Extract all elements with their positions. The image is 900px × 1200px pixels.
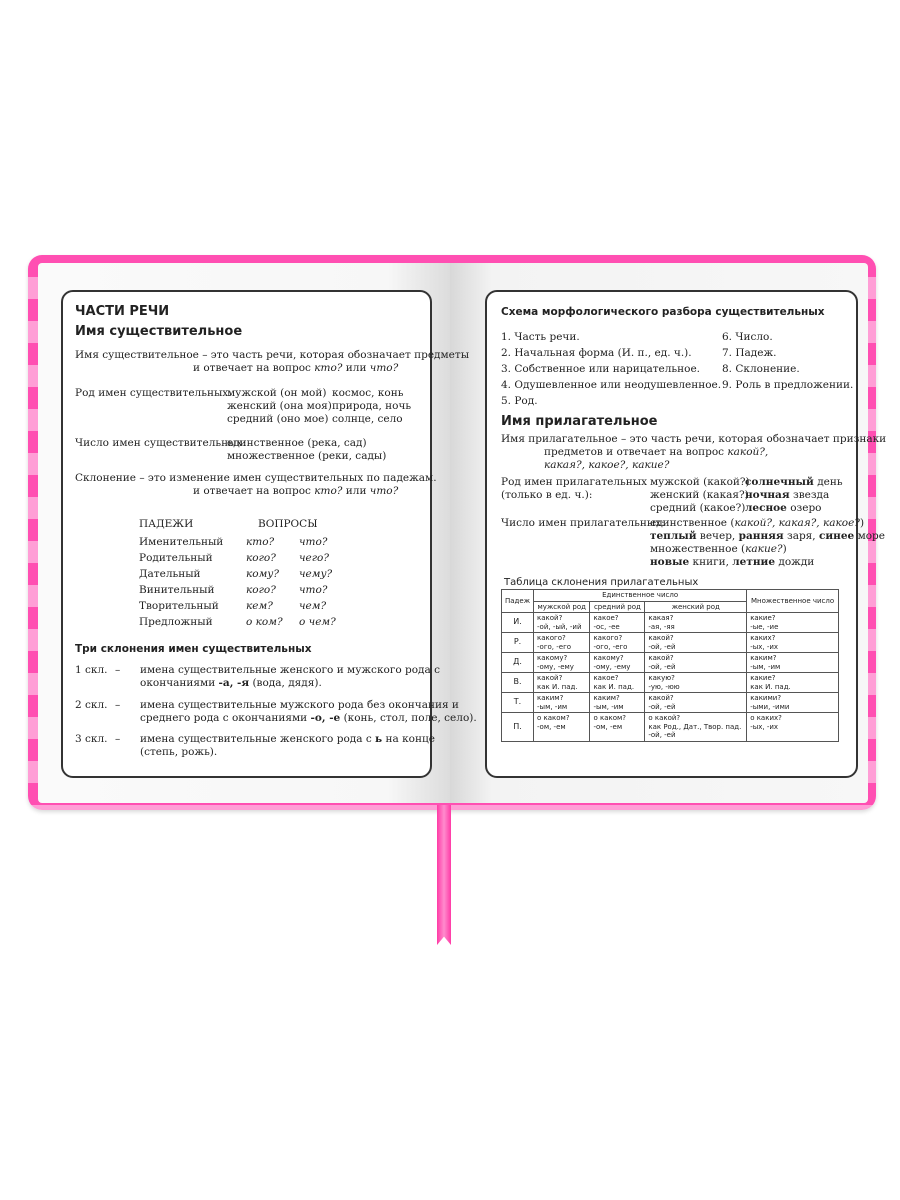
cell-question: какая? bbox=[648, 614, 674, 622]
gender-example-0: космос, конь bbox=[332, 387, 404, 399]
adj-number-singular: единственное (какой?, какая?, какое?) bbox=[650, 517, 865, 529]
decl-2-line2: среднего рода с окончаниями -о, -е (конь, стол, поле, село). bbox=[140, 712, 477, 724]
decl-1-line2: окончаниями -а, -я (вода, дядя). bbox=[140, 677, 322, 689]
decl-2-line1: имена существительные мужского рода без окончания и bbox=[140, 699, 459, 711]
cell-ending: -ых, -их bbox=[750, 642, 779, 651]
table-cell bbox=[645, 713, 747, 742]
adjective-definition-line2: предметов и отвечает на вопрос какой?, bbox=[544, 446, 769, 458]
number-singular: единственное (река, сад) bbox=[227, 437, 367, 449]
table-cell bbox=[747, 633, 839, 653]
adj-gender-kind-2: средний (какое?) bbox=[650, 502, 746, 514]
case-question-what: что? bbox=[299, 536, 328, 548]
cell-ending: -ому, -ему bbox=[537, 662, 574, 671]
table-header-row bbox=[502, 590, 839, 602]
number-plural: множественное (реки, сады) bbox=[227, 450, 387, 462]
cell-question: о каком? bbox=[537, 714, 570, 722]
table-cell bbox=[590, 653, 645, 673]
cell-question: какими? bbox=[750, 694, 782, 702]
table-cell-case: Д. bbox=[502, 653, 534, 673]
table-cell bbox=[645, 613, 747, 633]
adj-gender-kind-0: мужской (какой?) bbox=[650, 476, 750, 488]
adjective-definition-line1: Имя прилагательное – это часть речи, которая обозначает признаки bbox=[501, 433, 887, 445]
gender-kind-0: мужской (он мой) bbox=[227, 387, 327, 399]
adj-gender-label-1: Род имен прилагательных bbox=[501, 476, 648, 488]
cell-ending: -ой, -ей bbox=[648, 642, 676, 651]
gender-kind-2: средний (оно мое) bbox=[227, 413, 329, 425]
table-cell-case: И. bbox=[502, 613, 534, 633]
case-question-what: о чем? bbox=[299, 616, 336, 628]
cell-ending: -ом, -ем bbox=[593, 722, 623, 731]
decl-3-dash: – bbox=[115, 733, 121, 745]
decl-2-number: 2 скл. bbox=[75, 699, 108, 711]
cell-question: какое? bbox=[593, 614, 619, 622]
case-question-what: чему? bbox=[299, 568, 333, 580]
header-feminine: женский род bbox=[645, 601, 747, 613]
table-cell-case: В. bbox=[502, 673, 534, 693]
decl-1-number: 1 скл. bbox=[75, 664, 108, 676]
cell-ending: -ом, -ем bbox=[537, 722, 566, 731]
table-row bbox=[502, 673, 839, 693]
cell-ending: -ых, -их bbox=[750, 722, 779, 731]
table-cell bbox=[534, 673, 590, 693]
table-cell bbox=[747, 693, 839, 713]
case-name: Винительный bbox=[139, 584, 215, 596]
table-cell bbox=[590, 693, 645, 713]
case-question-who: кем? bbox=[246, 600, 273, 612]
table-cell bbox=[590, 673, 645, 693]
decl-3-line1: имена существительные женского рода с ь на конце bbox=[140, 733, 435, 745]
cell-ending: -ой, -ей bbox=[648, 731, 676, 739]
table-row bbox=[502, 653, 839, 673]
declension-definition-line1: Склонение – это изменение имен существительных по падежам. bbox=[75, 472, 437, 484]
scheme-item: 1. Часть речи. bbox=[501, 331, 580, 343]
cell-question: какой? bbox=[648, 634, 674, 642]
cell-ending: -ой, -ый, -ий bbox=[537, 622, 582, 631]
scheme-item: 2. Начальная форма (И. п., ед. ч.). bbox=[501, 347, 692, 359]
case-question-what: чем? bbox=[299, 600, 327, 612]
gender-kind-1: женский (она моя) bbox=[227, 400, 332, 412]
decl-1-dash: – bbox=[115, 664, 121, 676]
scheme-item: 8. Склонение. bbox=[722, 363, 800, 375]
cell-ending: -ос, -ее bbox=[593, 622, 620, 631]
adj-gender-example-0: солнечный день bbox=[745, 476, 843, 488]
cell-question: о каких? bbox=[750, 714, 782, 722]
table-cell bbox=[590, 713, 645, 742]
decl-2-dash: – bbox=[115, 699, 121, 711]
table-cell-case: Р. bbox=[502, 633, 534, 653]
decl-1-line1: имена существительные женского и мужского рода с bbox=[140, 664, 440, 676]
cell-question: каким? bbox=[593, 694, 620, 702]
adj-number-label: Число имен прилагательных: bbox=[501, 517, 665, 529]
table-cell-case: П. bbox=[502, 713, 534, 742]
cell-ending: как Род., Дат., Твор. пад. bbox=[648, 722, 742, 731]
case-name: Предложный bbox=[139, 616, 213, 628]
case-question-who: кто? bbox=[246, 536, 275, 548]
case-name: Творительный bbox=[139, 600, 219, 612]
noun-definition-line2: и отвечает на вопрос кто? или что? bbox=[193, 362, 399, 374]
cell-question: какой? bbox=[537, 614, 563, 622]
cell-ending: как И. пад. bbox=[537, 682, 578, 691]
cell-ending: -ая, -яя bbox=[648, 622, 675, 631]
table-cell bbox=[645, 633, 747, 653]
scheme-item: 9. Роль в предложении. bbox=[722, 379, 854, 391]
header-neuter: средний род bbox=[590, 601, 645, 613]
adjective-definition-line3: какая?, какое?, какие? bbox=[544, 459, 670, 471]
case-question-who: о ком? bbox=[246, 616, 283, 628]
adj-number-singular-examples: теплый вечер, ранняя заря, синее море bbox=[650, 530, 885, 542]
cell-ending: -ого, -его bbox=[593, 642, 628, 651]
adjective-title: Имя прилагательное bbox=[501, 414, 658, 429]
questions-header: ВОПРОСЫ bbox=[258, 518, 318, 530]
cell-ending: -ые, -ие bbox=[750, 622, 779, 631]
decl-3-line2: (степь, рожь). bbox=[140, 746, 218, 758]
adj-gender-label-2: (только в ед. ч.): bbox=[501, 489, 593, 501]
gender-example-2: солнце, село bbox=[332, 413, 403, 425]
cell-ending: -ую, -юю bbox=[648, 682, 680, 691]
table-cell bbox=[747, 613, 839, 633]
table-row bbox=[502, 633, 839, 653]
declension-table-title: Таблица склонения прилагательных bbox=[504, 577, 699, 588]
table-cell bbox=[645, 693, 747, 713]
header-plural: Множественное число bbox=[747, 590, 839, 613]
scheme-item: 6. Число. bbox=[722, 331, 773, 343]
table-cell bbox=[590, 613, 645, 633]
table-cell bbox=[534, 653, 590, 673]
table-cell bbox=[534, 613, 590, 633]
table-cell bbox=[645, 673, 747, 693]
adj-gender-example-1: ночная звезда bbox=[745, 489, 830, 501]
adjective-declension-table bbox=[501, 589, 839, 742]
case-question-what: чего? bbox=[299, 552, 330, 564]
section-title: ЧАСТИ РЕЧИ bbox=[75, 304, 170, 319]
table-cell bbox=[747, 653, 839, 673]
table-cell bbox=[534, 693, 590, 713]
noun-title: Имя существительное bbox=[75, 324, 243, 339]
table-cell bbox=[534, 713, 590, 742]
scheme-item: 4. Одушевленное или неодушевленное. bbox=[501, 379, 722, 391]
cases-header: ПАДЕЖИ bbox=[139, 518, 194, 530]
scheme-title: Схема морфологического разбора существительных bbox=[501, 306, 825, 318]
table-cell-case: Т. bbox=[502, 693, 534, 713]
cell-question: каких? bbox=[750, 634, 776, 642]
cell-ending: -ому, -ему bbox=[593, 662, 631, 671]
bookmark-ribbon bbox=[437, 805, 451, 945]
table-cell bbox=[747, 713, 839, 742]
case-question-what: что? bbox=[299, 584, 328, 596]
adj-gender-example-2: лесное озеро bbox=[745, 502, 822, 514]
table-cell bbox=[534, 633, 590, 653]
cell-question: какое? bbox=[593, 674, 619, 682]
cell-ending: как И. пад. bbox=[593, 682, 635, 691]
case-question-who: кого? bbox=[246, 552, 276, 564]
scheme-item: 5. Род. bbox=[501, 395, 538, 407]
header-singular: Единственное число bbox=[534, 590, 747, 602]
cell-question: каким? bbox=[537, 694, 564, 702]
case-name: Родительный bbox=[139, 552, 213, 564]
cell-question: о какой? bbox=[648, 714, 681, 722]
table-cell bbox=[590, 633, 645, 653]
case-name: Дательный bbox=[139, 568, 201, 580]
table-row bbox=[502, 693, 839, 713]
cell-ending: -ого, -его bbox=[537, 642, 572, 651]
cell-question: какому? bbox=[537, 654, 568, 662]
adj-number-plural-examples: новые книги, летние дожди bbox=[650, 556, 815, 568]
header-case: Падеж bbox=[502, 590, 534, 613]
table-cell bbox=[747, 673, 839, 693]
gender-label: Род имен существительных: bbox=[75, 387, 232, 399]
gender-example-1: природа, ночь bbox=[332, 400, 412, 412]
declension-definition-line2: и отвечает на вопрос кто? или что? bbox=[193, 485, 399, 497]
adj-gender-kind-1: женский (какая?) bbox=[650, 489, 749, 501]
cell-ending: -ой, -ей bbox=[648, 702, 676, 711]
cell-ending: -ым, -им bbox=[593, 702, 624, 711]
adj-number-plural: множественное (какие?) bbox=[650, 543, 787, 555]
cell-question: какие? bbox=[750, 614, 776, 622]
cell-ending: -ыми, -ими bbox=[750, 702, 790, 711]
case-question-who: кому? bbox=[246, 568, 280, 580]
table-body bbox=[502, 613, 839, 742]
noun-definition-line1: Имя существительное – это часть речи, которая обозначает предметы bbox=[75, 349, 470, 361]
cell-ending: -ым, -им bbox=[537, 702, 568, 711]
table-row bbox=[502, 613, 839, 633]
cell-question: какого? bbox=[537, 634, 566, 642]
cell-question: какому? bbox=[593, 654, 624, 662]
cell-question: какие? bbox=[750, 674, 776, 682]
case-name: Именительный bbox=[139, 536, 224, 548]
scheme-item: 3. Собственное или нарицательное. bbox=[501, 363, 700, 375]
three-declensions-title: Три склонения имен существительных bbox=[75, 643, 312, 655]
header-masculine: мужской род bbox=[534, 601, 590, 613]
cell-ending: как И. пад. bbox=[750, 682, 791, 691]
cell-ending: -ым, -им bbox=[750, 662, 781, 671]
cell-question: о каком? bbox=[593, 714, 626, 722]
scheme-item: 7. Падеж. bbox=[722, 347, 777, 359]
number-label: Число имен существительных: bbox=[75, 437, 246, 449]
table-cell bbox=[645, 653, 747, 673]
decl-3-number: 3 скл. bbox=[75, 733, 108, 745]
case-question-who: кого? bbox=[246, 584, 276, 596]
cell-question: какой? bbox=[648, 654, 674, 662]
table-row bbox=[502, 713, 839, 742]
cell-question: какой? bbox=[648, 694, 674, 702]
cell-question: какую? bbox=[648, 674, 675, 682]
cell-question: какого? bbox=[593, 634, 623, 642]
cell-ending: -ой, -ей bbox=[648, 662, 676, 671]
cell-question: какой? bbox=[537, 674, 563, 682]
cell-question: каким? bbox=[750, 654, 777, 662]
